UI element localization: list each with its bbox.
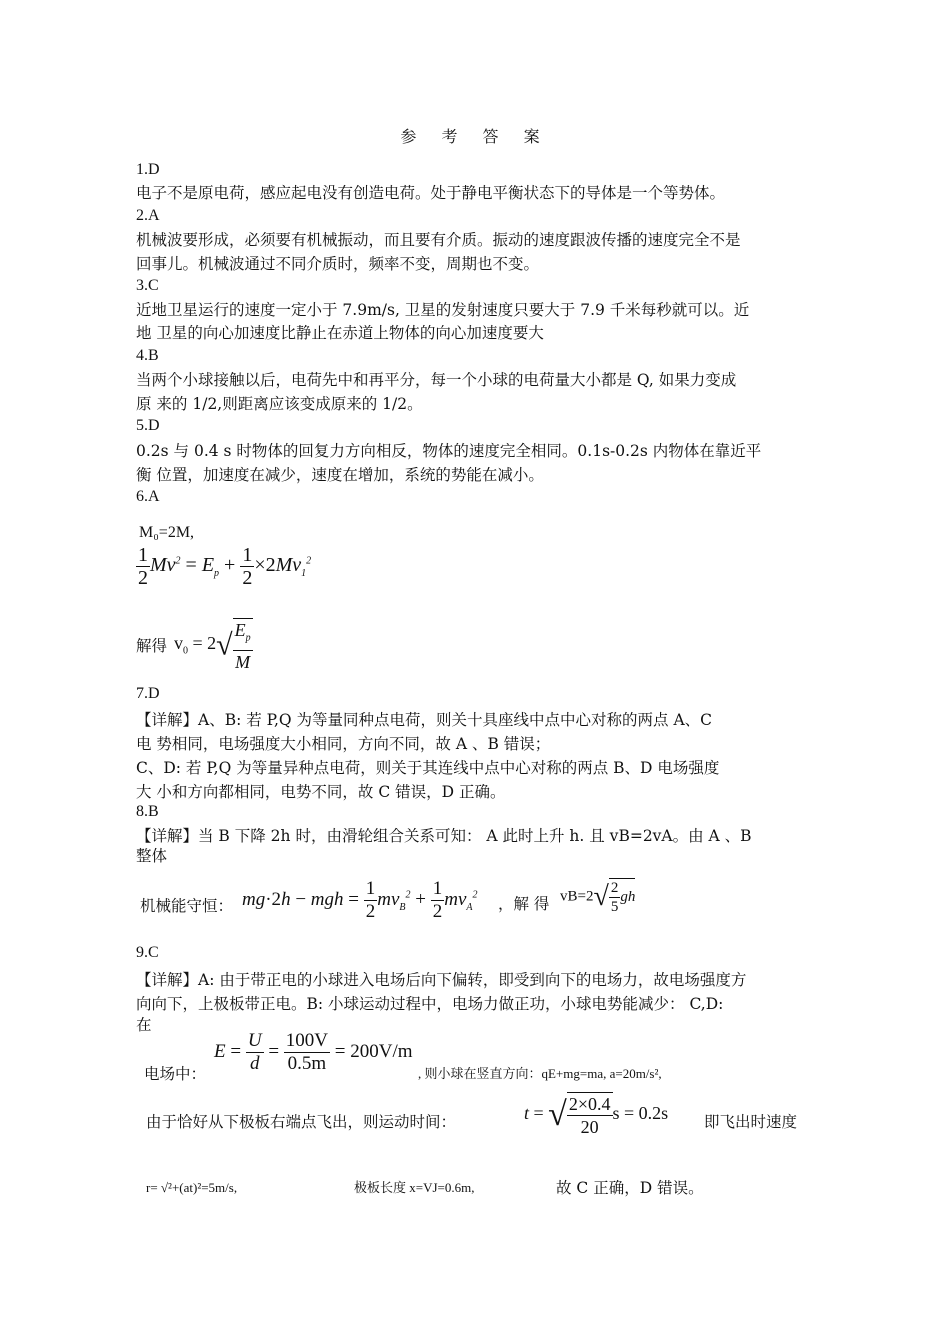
answer-label-9: 9.C (136, 944, 159, 961)
page-title: 参 考 答 案 (400, 127, 550, 146)
answer-label-7: 7.D (136, 685, 160, 702)
q9-field-equation: E = $\frac{U}{d}$ = $\frac{100V}{0.5m}$ = 200V/m (214, 1030, 413, 1074)
q8-energy-equation: mg·2h − mgh = $\frac{1}{2}$ $mv_B^2$ + $\frac{1}{2}$ $mv_A^2$ (242, 878, 478, 922)
answer-text-9-line-2: 向向下，上极板带正电。B: 小球运动过程中，电场力做正功，小球电势能减少： C,D: (136, 995, 724, 1013)
q6-solve-prefix: 解得 (136, 637, 168, 655)
answer-text-9-line-3: 在 (136, 1016, 152, 1034)
answer-text-3-line-2: 地 卫星的向心加速度比静止在赤道上物体的向心加速度要大 (136, 324, 544, 342)
q9-time-suffix: 即飞出时速度 (704, 1113, 798, 1131)
answer-label-5: 5.D (136, 417, 160, 434)
q9-field-prefix: 电场中： (144, 1065, 207, 1083)
q8-result: vB=2√ $\frac{2}{5}$ gh (560, 880, 636, 915)
q6-energy-equation: $\frac{1}{2}$ $Mv^2 = E_p$ + $\frac{1}{2}$ $\times 2Mv_1^2$ (138, 544, 312, 589)
answer-label-2: 2.A (136, 207, 160, 224)
q9-plate-length: 极板长度 x=VJ=0.6m, (354, 1180, 475, 1195)
answer-text-1-line-1: 电子不是原电荷，感应起电没有创造电荷。处于静电平衡状态下的导体是一个等势体。 (136, 184, 726, 202)
answer-label-4: 4.B (136, 347, 159, 364)
answer-text-8-line-2: 整体 (136, 847, 168, 865)
answer-text-4-line-1: 当两个小球接触以后，电荷先中和再平分，每一个小球的电荷量大小都是 Q, 如果力变成 (136, 371, 737, 389)
answer-text-2-line-1: 机械波要形成，必须要有机械振动，而且要有介质。振动的速度跟波传播的速度完全不是 (136, 231, 741, 249)
answer-text-2-line-2: 回事儿。机械波通过不同介质时，频率不变，周期也不变。 (136, 255, 540, 273)
answer-label-8: 8.B (136, 803, 159, 820)
q9-time-prefix: 由于恰好从下极板右端点飞出，则运动时间： (146, 1113, 457, 1131)
answer-text-7-line-4: 大 小和方向都相同，电势不同，故 C 错误，D 正确。 (136, 783, 506, 801)
q9-time-equation: t = √ $\frac{2\times 0.4}{20}$ s = 0.2s (524, 1094, 669, 1137)
answer-text-5-line-1: 0.2s 与 0.4 s 时物体的回复力方向相反，物体的速度完全相同。0.1s-0.2s 内物体在靠近平 (136, 442, 762, 460)
q9-field-suffix: , 则小球在竖直方向：qE+mg=ma, a=20m/s², (418, 1066, 662, 1081)
answer-text-7-line-3: C、D: 若 P,Q 为等量异种点电荷，则关于其连线中点中心对称的两点 B、D 电场强度 (136, 759, 720, 777)
answer-label-1: 1.D (136, 161, 160, 178)
answer-label-6: 6.A (136, 488, 160, 505)
q8-prefix: 机械能守恒： (140, 897, 234, 915)
q8-mid-text: ，解 得 (498, 895, 550, 913)
answer-text-9-line-1: 【详解】A: 由于带正电的小球进入电场后向下偏转，即受到向下的电场力，故电场强度方 (136, 971, 747, 989)
answer-text-4-line-2: 原 来的 1/2,则距离应该变成原来的 1/2。 (136, 395, 423, 413)
q6-solution: $v_0 = 2√$ $\frac{E_p}{M}$ (174, 620, 251, 672)
answer-text-7-line-1: 【详解】A、B: 若 P,Q 为等量同种点电荷，则关十具座线中点中心对称的两点 A、C (136, 711, 712, 729)
answer-text-8-line-1: 【详解】当 B 下降 2h 时，由滑轮组合关系可知： A 此时上升 h. 且 vB=2vA。由 A 、B (136, 827, 752, 845)
q6-mass-relation: M₀=2M, (139, 524, 195, 541)
answer-label-3: 3.C (136, 277, 159, 294)
answer-text-3-line-1: 近地卫星运行的速度一定小于 7.9m/s, 卫星的发射速度只要大于 7.9 千米每秒就可以。近 (136, 301, 750, 319)
q9-final-velocity: r= √²+(at)²=5m/s, (146, 1180, 238, 1195)
answer-text-7-line-2: 电 势相同，电场强度大小相同，方向不同，故 A 、B 错误； (136, 735, 551, 753)
answer-text-5-line-2: 衡 位置，加速度在减少，速度在增加，系统的势能在减小。 (136, 466, 544, 484)
q9-conclusion: 故 C 正确，D 错误。 (556, 1179, 704, 1197)
